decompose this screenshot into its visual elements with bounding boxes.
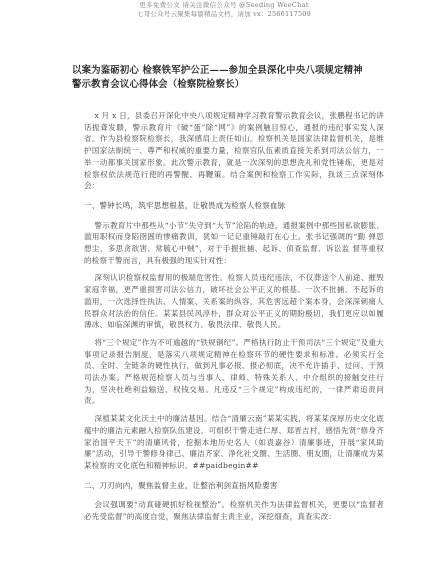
paragraph-body: 将“三个规定”作为不可逾越的“铁规铜纪”。严格执行防止干预司法“三个规定”及重大事项记录报告制度，是落实八项规定精神在检察环节的硬性要求和标准。必须实行全员、全时、全链条的硬性执行，做到凡事必报、报必彻底，决不允许插手、过问、干预司法办案。严格规范检察人员与当事人、律师、特殊关系人、中介组织的接触交往行为，坚决杜绝利益输送、权钱交易。凡违反“三个规定”构成违纪的，一律严肃追责问责。 [84, 337, 384, 406]
paragraph-body: 深植某某文化沃土中的廉洁基因。结合“清廉云南”某某实践，将某某深厚历史文化底蕴中的廉洁元素融入检察队伍建设。可组织干警走进仁厚、郑晋吉村，感悟先贤“修身齐家治国平天下”的清廉风骨，挖掘本地历史名人（如袁嘉谷）清廉事迹，开展“家风助廉”活动，引导干警修身律己、廉洁齐家、净化社交圈、生活圈、朋友圈，让清廉成为某某检察的文化底色和精神标识。##paidbegin## [84, 414, 384, 470]
paragraph-body: 深刻认识检察权监督用的极端危害性。检察人员违纪违法，不仅葬送个人前途、摧毁家庭幸福，更严重损害司法公信力，破坏社会公平正义的根基。一次不批捕、不起诉的滥用，一次选择性执法、人情案、关系案的纵容，其危害远超个案本身，会深深刺痛人民群众对法治的信任。某某县民风淳朴，群众对公平正义的期盼极切，我们更应以如履薄冰、如临深渊的审慎，敬畏权力、敬畏法律、敬畏人民。 [84, 273, 384, 330]
paragraph-intro: x 月 x 日，县委召开深化中央八项规定精神学习教育警示教育会议，张鹏程书记的讲话振聋发聩，警示教育片《破“蛋”除“网”》的案例触目惊心，通报的违纪事实发人深省。作为县检察院检察长，我深感肩上责任如山。检察机关是国家法律监督机关，是维护国家法制统一、尊严和权威的重要力量，检察官队伍素质直接关系到司法公信力，一举一动都事关国家形象。此次警示教育，就是一次深刻的思想洗礼和党性锤炼，更是对检察权依法规范行使的再警醒、再鞭策。结合案例和检察工作实际，我谈三点深刻体会： [84, 111, 384, 191]
paragraph-body: 警示教育片中那些从“小节”失守到“大节”沦陷的轨迹，通报案例中那些园私欲膨胀、滥用职权而身陷囹圄的惨痛教训，犹如一记记重锤敲打在心上。张书记强调的“勤 弹思想尘、多思贪欲害、常毓心中贼”，对于手握批捕、起诉、侦查监督、诉讼监 督等重权的检察干警而言，具有极强的现实针对性： [84, 220, 384, 265]
paragraph-body: 会议强调要“动真碰硬抓好检视整治”。检察机关作为法律监督机关，更要以“监督者必先受监督”的高度自觉，聚焦法律监督主责主业，深挖细查，真查实改： [84, 500, 384, 522]
header-line-2: 七哥公众号云聚集每篇精品文档，请加 vx：2566117509 [137, 10, 311, 18]
header-line-1: 更多免费公文 请关注微信公众号 @Seeding WeeChat [139, 1, 309, 9]
page-header [0, 0, 448, 18]
document-body [84, 110, 384, 523]
section-heading-2: 二、刀刃向内，聚焦监督主业，让整治利剑直指风险要害 [84, 480, 278, 490]
section-heading-1: 一、警钟长鸣，筑牢思想根基，让敬畏成为检察人检察血脉 [84, 200, 286, 210]
document-title: 以案为鉴砺初心 检察铁军护公正——参加全县深化中央八项规定精神警示教育会议心得体会（检察院检察长） [72, 65, 363, 90]
